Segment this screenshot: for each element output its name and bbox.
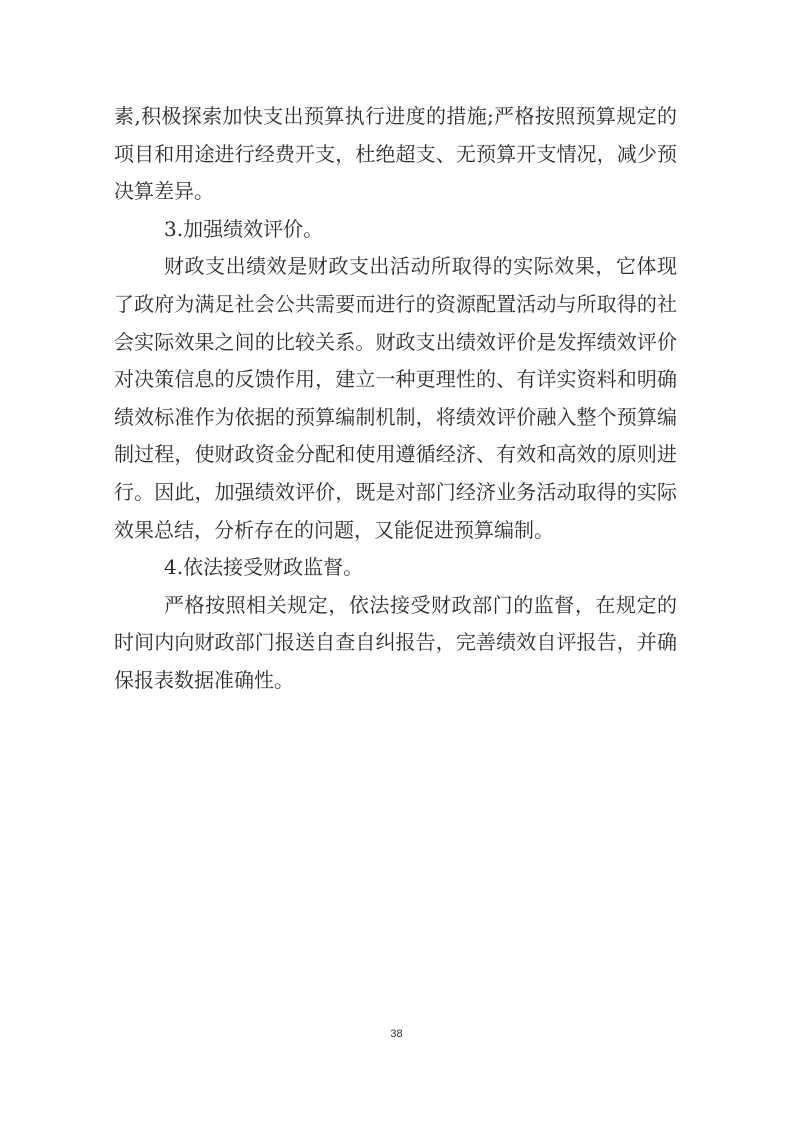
paragraph-continuation: 素,积极探索加快支出预算执行进度的措施;严格按照预算规定的项目和用途进行经费开支，杜绝超支、无预算开支情况，减少预决算差异。 [114,104,677,204]
page-number: 38 [390,1028,403,1040]
document-body [114,98,677,700]
paragraph-financial-supervision: 严格按照相关规定，依法接受财政部门的监督，在规定的时间内向财政部门报送自查自纠报告，完善绩效自评报告，并确保报表数据准确性。 [114,592,677,692]
paragraph-performance-evaluation: 财政支出绩效是财政支出活动所取得的实际效果，它体现了政府为满足社会公共需要而进行的资源配置活动与所取得的社会实际效果之间的比较关系。财政支出绩效评价是发挥绩效评价对决策信息的反馈作用，建立一种更理性的、有详实资料和明确绩效标准作为依据的预算编制机制，将绩效评价融入整个预算编制过程，使财政资金分配和使用遵循经济、有效和高效的原则进行。因此，加强绩效评价，既是对部门经济业务活动取得的实际效果总结，分析存在的问题，又能促进预算编制。 [114,254,677,542]
section-heading-3: 3.加强绩效评价。 [164,216,324,241]
section-heading-4: 4.依法接受财政监督。 [164,555,364,580]
